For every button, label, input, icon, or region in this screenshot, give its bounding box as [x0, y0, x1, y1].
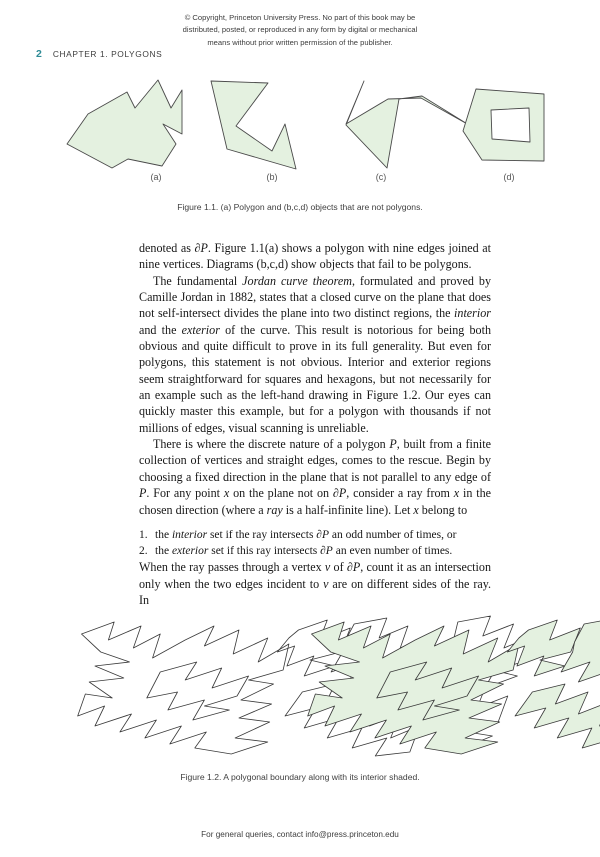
p3-italic1: ray — [266, 502, 283, 517]
figure-1-2-caption: Figure 1.2. A polygonal boundary along with its interior shaded. — [180, 772, 420, 782]
ray-parity-list — [139, 527, 491, 559]
paragraph-1 — [139, 240, 491, 273]
p3-seg7: is a half-infinite line). Let — [282, 502, 414, 517]
figure-label-b: (b) — [266, 172, 278, 182]
p2-seg1: The fundamental — [153, 273, 243, 288]
p3-seg5: , consider a ray from — [346, 486, 454, 501]
p2-italic2: interior — [454, 306, 491, 321]
list-item-2-number: 2. — [139, 545, 148, 558]
p1-math1: ∂P — [194, 241, 208, 255]
p4-seg2: of — [330, 560, 347, 575]
p3-math5: x — [453, 486, 460, 501]
p1-seg2: . Figure 1.1(a) shows a polygon with nine edges joined at nine vertices. Diagrams (b,c,d) show objects that fail to be polygons. — [139, 241, 492, 272]
chapter-title: CHAPTER 1. POLYGONS — [52, 49, 163, 59]
copyright-notice — [0, 12, 600, 49]
figure-1-2 — [36, 612, 564, 760]
page-number: 2 — [36, 48, 42, 60]
p2-italic1: Jordan curve theorem — [242, 273, 352, 288]
p3-math3: x — [223, 486, 230, 501]
list-item-1-number: 1. — [139, 528, 148, 541]
page-footer: For general queries, contact info@press.princeton.edu — [201, 830, 399, 839]
p3-seg8: belong to — [418, 502, 468, 517]
list-item-2-seg1: the — [155, 545, 172, 558]
copyright-line-2: distributed, posted, or reproduced in any form by digital or mechanical — [182, 25, 418, 35]
polygon-a-simple-polygon — [67, 80, 182, 168]
p3-math4: ∂P — [332, 486, 347, 501]
figure-1-1-caption: Figure 1.1. (a) Polygon and (b,c,d) objects that are not polygons. — [177, 202, 423, 212]
list-item-2-italic1: exterior — [171, 545, 209, 558]
polygon-c-degenerate-chain — [346, 81, 469, 168]
copyright-line-3: means without prior written permission of the publisher. — [207, 37, 393, 47]
p4-seg1: When the ray passes through a vertex — [139, 560, 325, 575]
list-item — [139, 543, 491, 559]
p2-seg3: and the — [139, 322, 182, 337]
p3-math6: x — [413, 502, 419, 517]
list-item-2-seg3: an even number of times. — [332, 545, 453, 558]
paragraph-2 — [139, 273, 491, 436]
list-item — [139, 527, 491, 543]
paragraph-3 — [139, 436, 491, 518]
p3-math1: P — [389, 437, 397, 452]
list-item-1-seg1: the — [155, 528, 172, 541]
polygon-d-with-hole — [463, 89, 544, 161]
p1-seg1: denoted as — [139, 241, 195, 255]
p3-seg4: on the plane not on — [229, 486, 333, 501]
figure-label-c: (c) — [375, 172, 387, 182]
p3-math2: P — [139, 486, 147, 501]
p3-seg2: , built from a finite collection of vertices and straight edges, comes to the rescue. Begin by choosing a fixed direction in the plane that is not parallel to any edge of — [139, 437, 491, 484]
p4-math2: ∂P — [346, 560, 361, 575]
list-item-2-seg2: set if this ray intersects — [208, 545, 321, 558]
p3-seg1: There is where the discrete nature of a polygon — [153, 437, 390, 452]
figure-label-a: (a) — [150, 172, 162, 182]
p4-math3: v — [323, 576, 329, 591]
list-item-1-seg3: an odd number of times, or — [329, 528, 457, 541]
running-head — [36, 48, 162, 60]
list-item-1-italic1: interior — [171, 528, 208, 541]
p4-math1: v — [324, 560, 331, 575]
p2-italic3: exterior — [181, 322, 220, 337]
list-item-1-seg2: set if the ray intersects — [207, 528, 317, 541]
copyright-line-1: © Copyright, Princeton University Press. No part of this book may be — [184, 13, 416, 22]
p4-seg3: , count it as an intersection only when the two edges incident to — [139, 560, 491, 591]
body-text — [139, 240, 491, 608]
figure-label-d: (d) — [503, 172, 515, 182]
p4-seg4: are on different sides of the ray. In — [139, 576, 491, 607]
polygon-b-self-intersecting — [211, 81, 296, 169]
p3-seg3: . For any point — [146, 486, 224, 501]
figure-1-2-right-shaded — [308, 616, 600, 756]
p3-seg6: in the chosen direction (where a — [139, 486, 491, 517]
p2-seg4: of the curve. This result is notorious for being both obvious and quite difficult to prove in its full generality. But even for polygons, this statement is not obvious. Interior and exterior regions seem straightforward for squares and hexagons, but not necessarily for an example such as the left-hand drawing in Figure 1.2. Our eyes can quickly master this example, but for a polygon with thousands if not millions of edges, visual scanning is unreliable. — [139, 322, 491, 435]
p2-seg2: , formulated and proved by Camille Jordan in 1882, states that a closed curve on the plane that does not self-intersect divides the plane into two distinct regions, the — [139, 273, 491, 321]
paragraph-4 — [139, 559, 491, 608]
list-item-2-math1: ∂P — [320, 545, 333, 558]
list-item-1-math1: ∂P — [316, 528, 330, 541]
figure-1-1-labels — [36, 172, 564, 188]
